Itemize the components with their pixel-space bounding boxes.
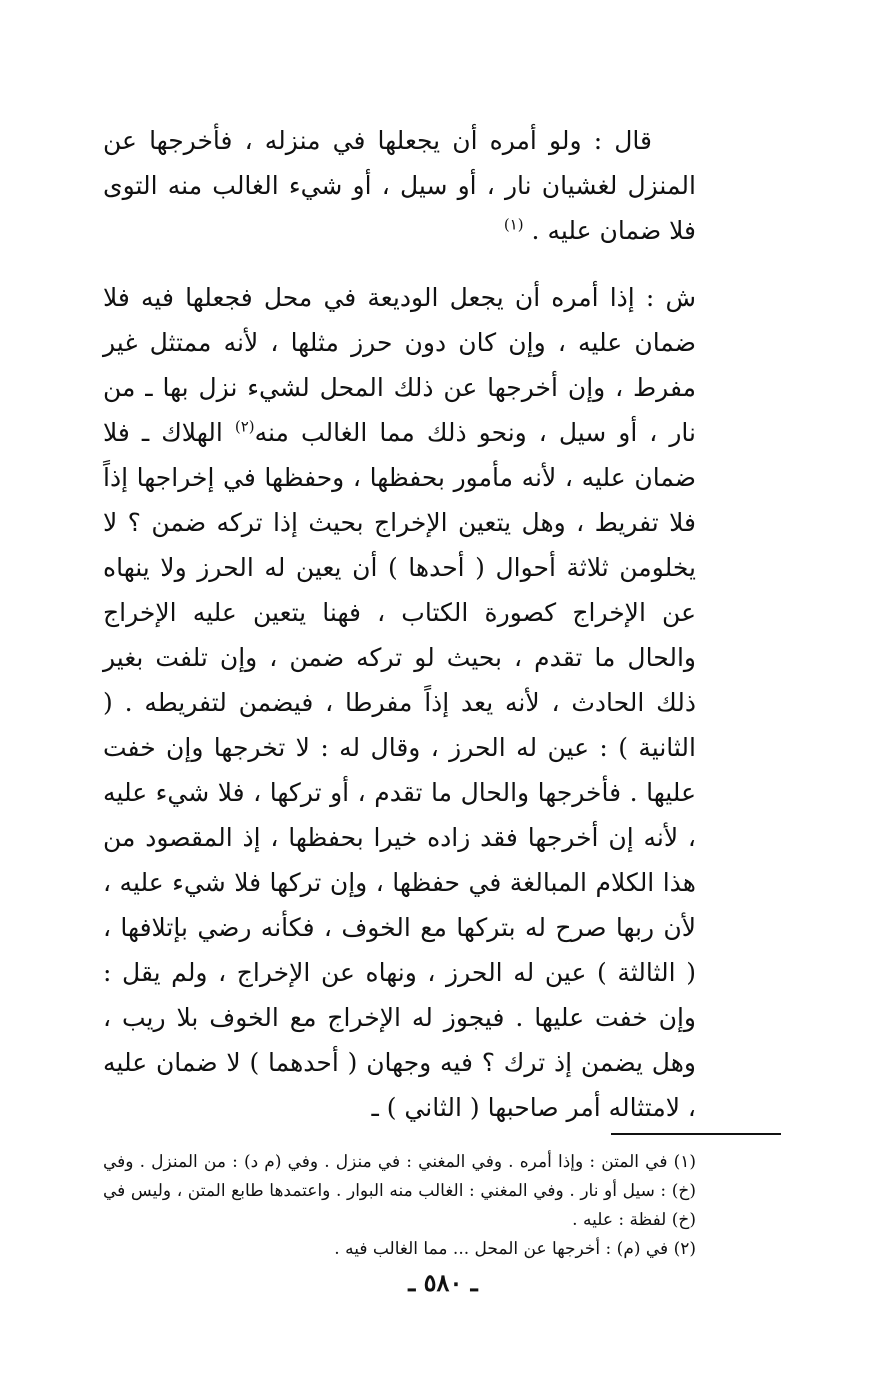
- footnote-separator: [611, 1133, 781, 1135]
- commentary-text-part1: ش : إذا أمره أن يجعل الوديعة في محل فجعلها فيه فلا ضمان عليه ، وإن كان دون حرز مثلها ، لأنه ممتثل غير مفرط ، وإن أخرجها عن ذلك المحل لشيء نزل بها ـ من نار ، أو سيل ، ونحو ذلك مما الغالب منه: [103, 283, 696, 447]
- footnote-2: (٢) في (م) : أخرجها عن المحل ... مما الغالب فيه .: [334, 1239, 696, 1259]
- quote-text: قال : ولو أمره أن يجعلها في منزله ، فأخرجها عن المنزل لغشيان نار ، أو سيل ، أو شيء الغالب منه التوى فلا ضمان عليه .: [103, 126, 696, 245]
- commentary-paragraph: [103, 275, 696, 1130]
- footnotes-block: [103, 1148, 696, 1264]
- footnote-ref-2: (٢): [234, 417, 255, 436]
- footnote-1: (١) في المتن : وإذا أمره . وفي المغني : في منزل . وفي (م د) : من المنزل . وفي (خ) : سيل أو نار . وفي المغني : الغالب منه البوار . واعتمدها طابع المتن ، وليس في (خ) لفظة : عليه .: [103, 1152, 696, 1230]
- footnote-ref-1: (١): [503, 215, 524, 234]
- main-text-block: [103, 118, 696, 1130]
- quote-paragraph: [103, 118, 696, 253]
- page-number: ـ ٥٨٠ ـ: [408, 1268, 478, 1297]
- commentary-text-part2: الهلاك ـ فلا ضمان عليه ، لأنه مأمور بحفظها ، وحفظها في إخراجها إذاً فلا تفريط ، وهل يتعين الإخراج بحيث إذا تركه ضمن ؟ لا يخلومن ثلاثة أحوال ( أحدها ) أن يعين له الحرز ولا ينهاه عن الإخراج كصورة الكتاب ، فهنا يتعين عليه الإخراج والحال ما تقدم ، بحيث لو تركه ضمن ، وإن تلفت بغير ذلك الحادث ، لأنه يعد إذاً مفرطا ، فيضمن لتفريطه . ( الثانية ) : عين له الحرز ، وقال له : لا تخرجها وإن خفت عليها . فأخرجها والحال ما تقدم ، أو تركها ، فلا شيء عليه ، لأنه إن أخرجها فقد زاده خيرا بحفظها ، إذ المقصود من هذا الكلام المبالغة في حفظها ، وإن تركها فلا شيء عليه ، لأن ربها صرح له بتركها مع الخوف ، فكأنه رضي بإتلافها ، ( الثالثة ) عين له الحرز ، ونهاه عن الإخراج ، ولم يقل : وإن خفت عليها . فيجوز له الإخراج مع الخوف بلا ريب ، وهل يضمن إذ ترك ؟ فيه وجهان ( أحدهما ) لا ضمان عليه ، لامتثاله أمر صاحبها ( الثاني ) ـ: [103, 418, 696, 1122]
